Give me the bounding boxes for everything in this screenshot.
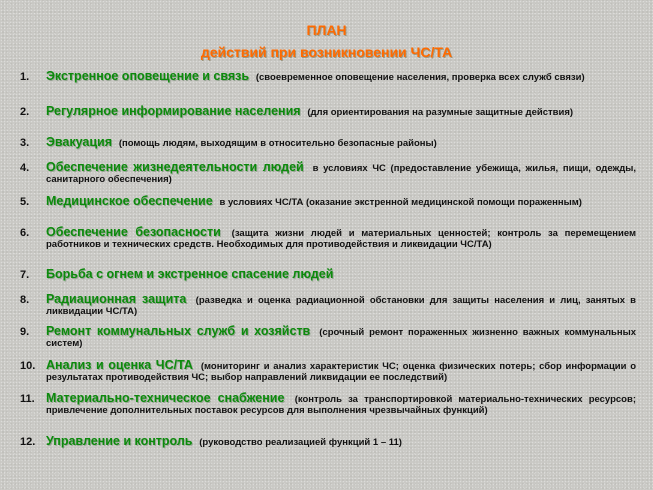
item-heading: Ремонт коммунальных служб и хозяйств	[46, 324, 311, 338]
item-description: (мониторинг и анализ характеристик ЧС; оценка физических потерь; сбор информации о результатах противодействия ЧС; выбор направлений ликвидации ее последствий)	[46, 361, 637, 383]
item-number: 2.	[20, 106, 30, 118]
list-item	[20, 196, 636, 208]
item-number: 11.	[20, 393, 35, 405]
item-number: 5.	[20, 196, 30, 208]
item-number: 1.	[20, 71, 30, 83]
item-number: 8.	[20, 294, 30, 306]
list-item	[20, 71, 636, 83]
list-item	[20, 360, 636, 383]
item-description: (срочный ремонт пораженных жизненно важных коммунальных систем)	[46, 327, 636, 349]
item-heading: Медицинское обеспечение	[46, 194, 213, 208]
list-item	[20, 326, 636, 349]
item-heading: Обеспечение жизнедеятельности людей	[46, 160, 304, 174]
item-description: (своевременное оповещение населения, проверка всех служб связи)	[255, 72, 585, 83]
item-description: (разведка и оценка радиационной обстановки для защиты населения и лиц, занятых в ликвидации ЧС/ТА)	[46, 295, 637, 317]
item-description: (помощь людям, выходящим в относительно безопасные районы)	[118, 138, 437, 149]
item-description: (руководство реализацией функций 1 – 11)	[199, 437, 402, 448]
item-number: 3.	[20, 137, 30, 149]
item-heading: Анализ и оценка ЧС/ТА	[46, 358, 193, 372]
item-heading: Регулярное информирование населения	[46, 104, 301, 118]
page-subtitle: действий при возникновении ЧС/ТА	[200, 44, 453, 60]
item-number: 10.	[20, 360, 36, 372]
item-heading: Эвакуация	[46, 135, 113, 149]
item-number: 6.	[20, 227, 30, 239]
list-item	[20, 294, 636, 317]
list-item	[20, 436, 636, 448]
item-description: в условиях ЧС (предоставление убежища, жилья, пищи, одежды, санитарного обеспечения)	[46, 163, 637, 185]
item-description: (контроль за транспортировкой материально-технических ресурсов; привлечение дополнительных поставок ресурсов для выполнения чрезвычайных функций)	[46, 394, 636, 416]
page-title: ПЛАН	[306, 22, 347, 38]
item-description: в условиях ЧС/ТА (оказание экстренной медицинской помощи пораженным)	[219, 197, 582, 208]
item-heading: Обеспечение безопасности	[46, 225, 221, 239]
list-item	[20, 106, 636, 118]
item-number: 4.	[20, 162, 30, 174]
item-number: 7.	[20, 269, 30, 281]
list-item	[20, 227, 636, 250]
item-heading: Управление и контроль	[46, 434, 193, 448]
item-description: (защита жизни людей и материальных ценностей; контроль за перемещением работников и технических средств. Необходимых для противодействия и ликвидации ЧС/ТА)	[46, 228, 637, 250]
list-item	[20, 269, 636, 281]
list-item	[20, 393, 636, 416]
item-heading: Радиационная защита	[46, 292, 187, 306]
item-number: 12.	[20, 436, 36, 448]
list-item	[20, 137, 636, 149]
item-number: 9.	[20, 326, 30, 338]
item-heading: Материально-техническое снабжение	[46, 391, 285, 405]
item-heading: Экстренное оповещение и связь	[46, 69, 250, 83]
item-heading: Борьба с огнем и экстренное спасение людей	[46, 267, 334, 281]
item-description: (для ориентирования на разумные защитные действия)	[307, 107, 574, 118]
list-item	[20, 162, 636, 185]
